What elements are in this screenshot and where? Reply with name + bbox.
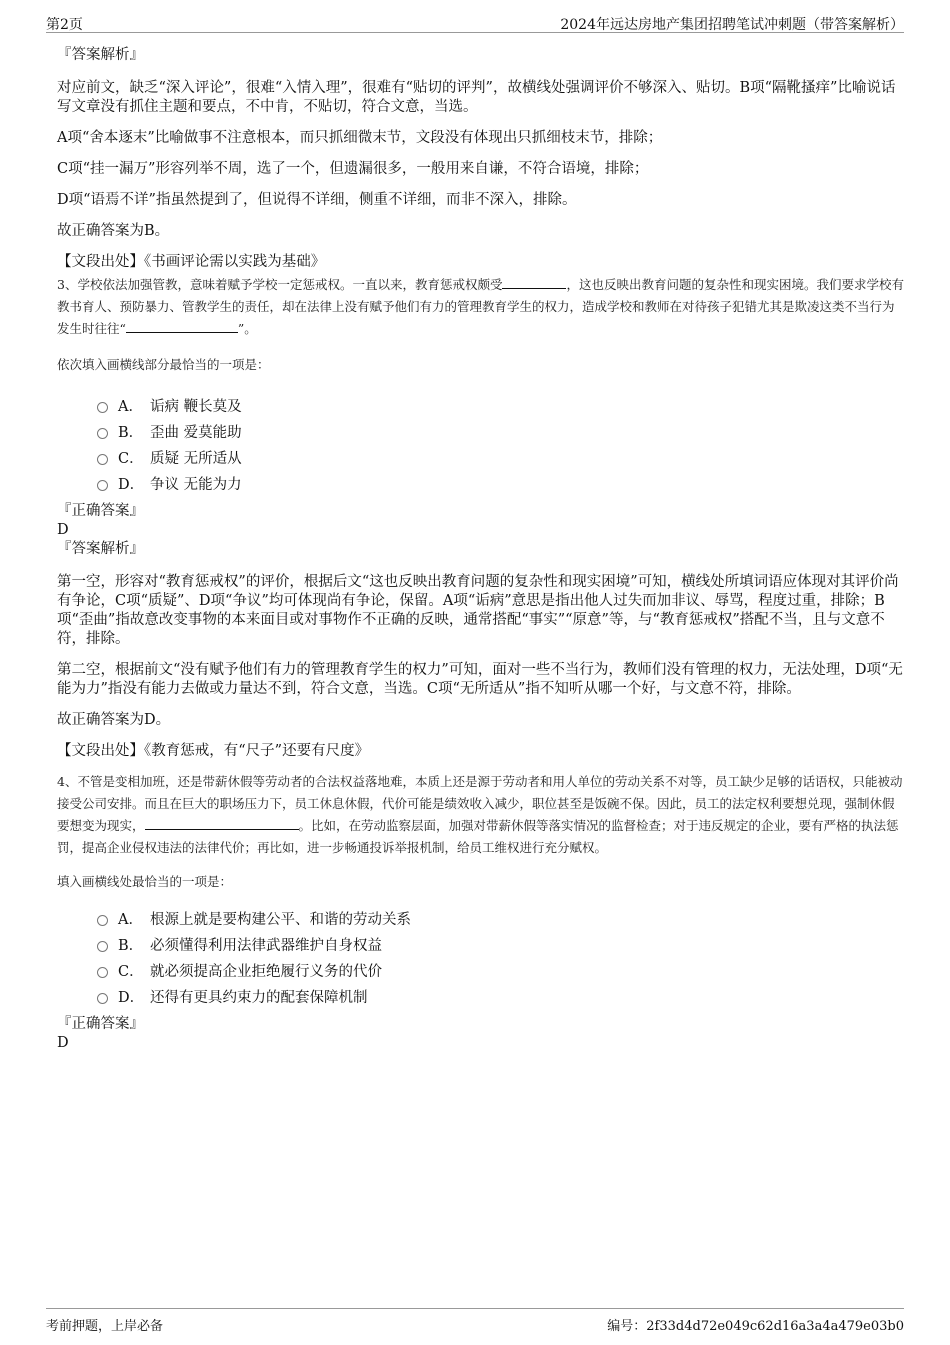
page-content <box>57 46 904 1053</box>
document-id: 编号：2f33d4d72e049c62d16a3a4a479e03b0 <box>607 1319 904 1334</box>
q4-option-b[interactable] <box>97 931 904 957</box>
q3-stem-part1: 3、学校依法加强管教，意味着赋予学校一定惩戒权。一直以来，教育惩戒权颇受 <box>57 277 503 292</box>
page-footer <box>46 1308 904 1334</box>
option-letter: B． <box>118 937 144 954</box>
q3-stem <box>57 274 904 340</box>
option-text: 争议 无能为力 <box>150 476 242 493</box>
q4-option-a[interactable] <box>97 905 904 931</box>
q2-analysis-heading: 『答案解析』 <box>57 47 144 63</box>
option-text: 诟病 鞭长莫及 <box>150 398 242 415</box>
option-letter: D． <box>118 989 145 1006</box>
q4-blank <box>145 817 299 830</box>
q3-options <box>97 392 904 496</box>
radio-icon[interactable] <box>97 428 108 439</box>
q3-stem-part2: ，这也反映出教育问题的复杂性和现实困境。我们要求学校有教书育人、预防暴力、管教学生的责任，却在法律上没有赋予他们有力的管理教育学生的权力，造成学校和教师在对待孩子犯错尤其是欺凌这类不当行为发生时往往“ <box>57 277 904 336</box>
q3-option-a[interactable] <box>97 392 904 418</box>
q2-source: 【文段出处】《书画评论需以实践为基础》 <box>57 254 326 270</box>
option-letter: C． <box>118 450 144 467</box>
radio-icon[interactable] <box>97 480 108 491</box>
radio-icon[interactable] <box>97 967 108 978</box>
option-text: 根源上就是要构建公平、和谐的劳动关系 <box>150 911 411 928</box>
radio-icon[interactable] <box>97 402 108 413</box>
option-text: 歪曲 爱莫能助 <box>150 424 242 441</box>
q2-analysis-p4: D项“语焉不详”指虽然提到了，但说得不详细，侧重不详细，而非不深入，排除。 <box>57 192 577 208</box>
q2-conclusion: 故正确答案为B。 <box>57 223 170 239</box>
q3-conclusion: 故正确答案为D。 <box>57 712 171 728</box>
q3-blank-1 <box>502 276 566 289</box>
q4-stem-part1: 4、不管是变相加班，还是带薪休假等劳动者的合法权益落地难，本质上还是源于劳动者和用人单位的劳动关系不对等，员工缺少足够的话语权，只能被动接受公司安排。而且在巨大的职场压力下，员工休息休假，代价可能是绩效收入减少，职位甚至是饭碗不保。因此，员工的法定权利要想兑现，强制休假要想变为现实， <box>57 774 903 833</box>
page-header <box>46 12 904 33</box>
q4-option-c[interactable] <box>97 957 904 983</box>
q3-prompt: 依次填入画横线部分最恰当的一项是： <box>57 357 270 372</box>
q2-analysis-p3: C项“挂一漏万”形容列举不周，选了一个，但遗漏很多，一般用来自谦，不符合语境，排除； <box>57 161 649 177</box>
q4-options <box>97 905 904 1009</box>
q3-option-c[interactable] <box>97 444 904 470</box>
q3-correct-answer: D <box>57 522 69 538</box>
q4-correct-answer: D <box>57 1035 69 1051</box>
radio-icon[interactable] <box>97 454 108 465</box>
q4-prompt: 填入画横线处最恰当的一项是： <box>57 874 233 889</box>
page-number: 第2页 <box>46 17 83 33</box>
q3-analysis-heading: 『答案解析』 <box>57 541 144 557</box>
option-text: 必须懂得利用法律武器维护自身权益 <box>150 937 382 954</box>
document-title: 2024年远达房地产集团招聘笔试冲刺题（带答案解析） <box>560 17 904 33</box>
footer-slogan: 考前押题，上岸必备 <box>46 1319 164 1334</box>
q3-stem-part3: ”。 <box>237 321 257 336</box>
q3-analysis-p2: 第二空，根据前文“没有赋予他们有力的管理教育学生的权力”可知，面对一些不当行为，教师们没有管理的权力，无法处理，D项“无能为力”指没有能力去做或力量达不到，符合文意，当选。C项“无所适从”指不知听从哪一个好，与文意不符，排除。 <box>57 662 903 697</box>
q3-source: 【文段出处】《教育惩戒，有“尺子”还要有尺度》 <box>57 743 370 759</box>
q4-stem-part2: 。比如，在劳动监察层面，加强对带薪休假等落实情况的监督检查；对于违反规定的企业，要有严格的执法惩罚，提高企业侵权违法的法律代价；再比如，进一步畅通投诉举报机制，给员工维权进行充分赋权。 <box>57 818 899 855</box>
q3-correct-heading: 『正确答案』 <box>57 503 144 519</box>
q2-analysis-p1: 对应前文，缺乏“深入评论”，很难“入情入理”，很难有“贴切的评判”，故横线处强调评价不够深入、贴切。B项“隔靴搔痒”比喻说话写文章没有抓住主题和要点，不中肯，不贴切，符合文意，当选。 <box>57 80 896 115</box>
q4-stem <box>57 771 904 859</box>
option-text: 就必须提高企业拒绝履行义务的代价 <box>150 963 382 980</box>
option-letter: A． <box>118 911 143 928</box>
q4-option-d[interactable] <box>97 983 904 1009</box>
option-text: 还得有更具约束力的配套保障机制 <box>150 989 368 1006</box>
option-letter: D． <box>118 476 145 493</box>
q3-option-b[interactable] <box>97 418 904 444</box>
option-letter: C． <box>118 963 144 980</box>
option-letter: B． <box>118 424 144 441</box>
q3-blank-2 <box>126 320 238 333</box>
q4-correct-heading: 『正确答案』 <box>57 1016 144 1032</box>
option-text: 质疑 无所适从 <box>150 450 242 467</box>
radio-icon[interactable] <box>97 941 108 952</box>
radio-icon[interactable] <box>97 915 108 926</box>
q2-analysis-p2: A项“舍本逐末”比喻做事不注意根本，而只抓细微末节，文段没有体现出只抓细枝末节，排除； <box>57 130 663 146</box>
q3-analysis-p1: 第一空，形容对“教育惩戒权”的评价，根据后文“这也反映出教育问题的复杂性和现实困境”可知，横线处所填词语应体现对其评价尚有争论，C项“质疑”、D项“争议”均可体现尚有争论，保留。A项“诟病”意思是指出他人过失而加非议、辱骂，程度过重，排除；B项“歪曲”指故意改变事物的本来面目或对事物作不正确的反映，通常搭配“事实”“原意”等，与“教育惩戒权”搭配不当，且与文意不符，排除。 <box>57 574 899 647</box>
q3-option-d[interactable] <box>97 470 904 496</box>
option-letter: A． <box>118 398 143 415</box>
radio-icon[interactable] <box>97 993 108 1004</box>
